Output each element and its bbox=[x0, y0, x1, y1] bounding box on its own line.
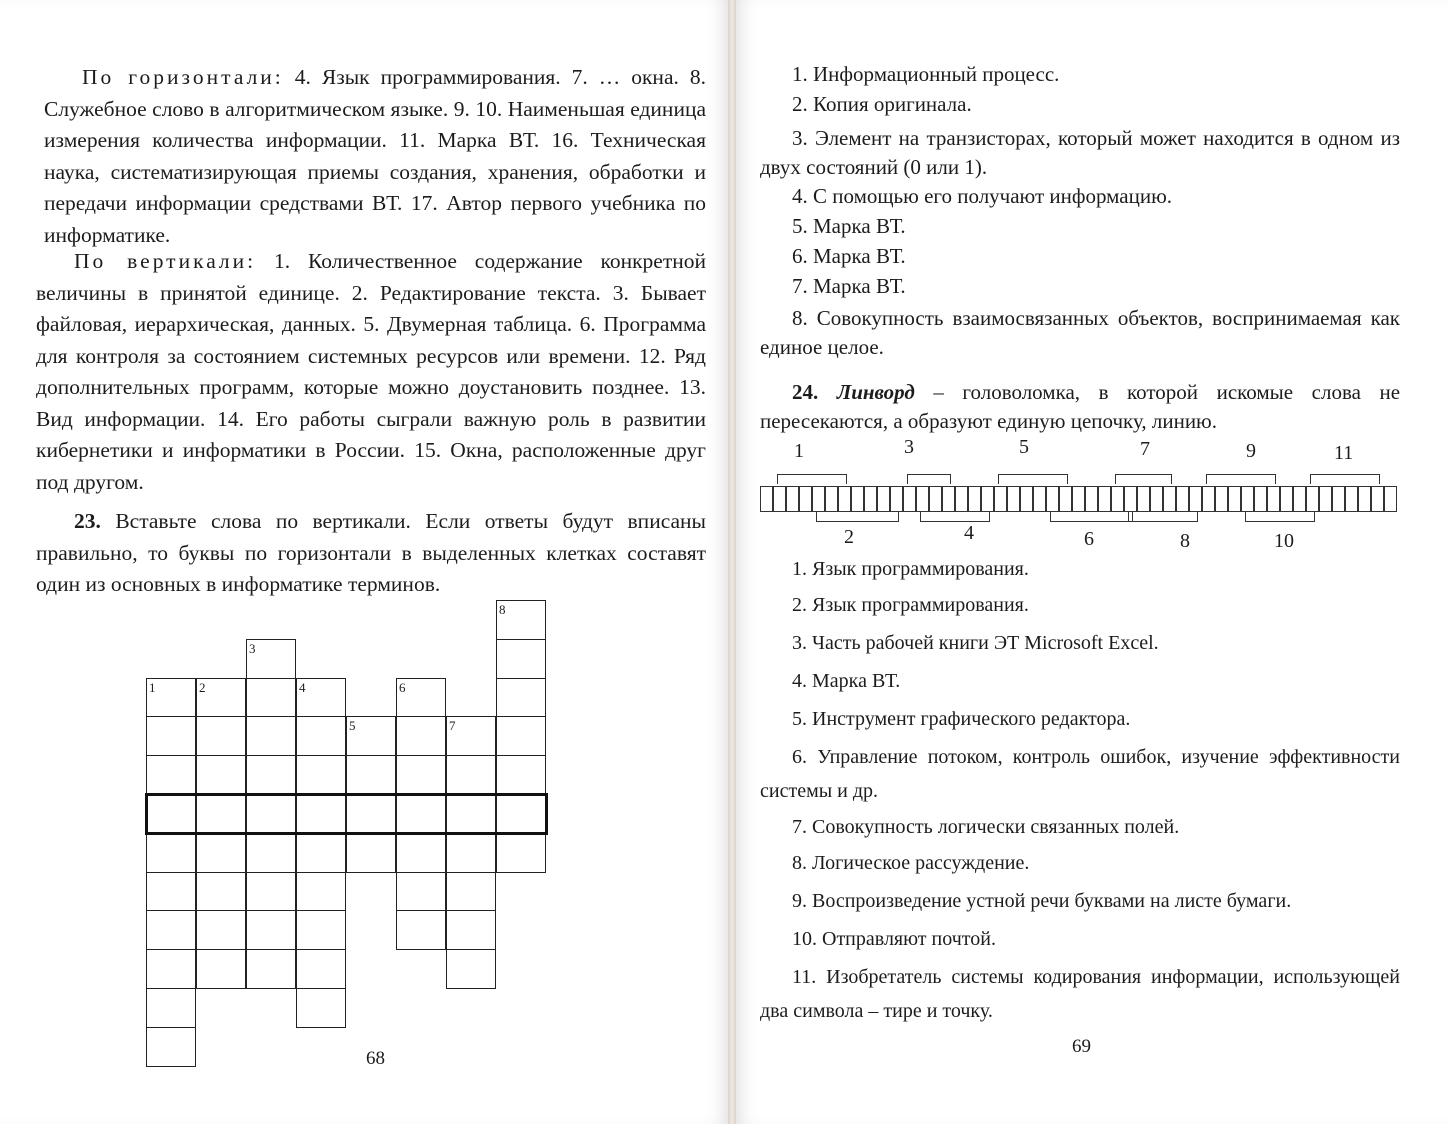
linword-cell[interactable] bbox=[1137, 486, 1150, 512]
linword-cell[interactable] bbox=[1098, 486, 1111, 512]
linword-cell[interactable] bbox=[981, 486, 994, 512]
crossword-cell[interactable] bbox=[496, 755, 546, 795]
linword-cell[interactable] bbox=[1319, 486, 1332, 512]
linword-cell[interactable] bbox=[1345, 486, 1358, 512]
linword-cell[interactable] bbox=[955, 486, 968, 512]
crossword-cell[interactable] bbox=[146, 910, 196, 950]
horizontal-clues-text: 4. Язык программирования. 7. … окна. 8. Служебное слово в алгоритмическом языке. 9. 10. Наименьшая единица измерения количества информации. 11. Марка ВТ. 16. Техническая наука, систематизирующая приемы создания, хранения, обработки и передачи информации средствами ВТ. 17. Автор первого учебника по информатике. bbox=[44, 65, 706, 247]
linword-cell[interactable] bbox=[1358, 486, 1371, 512]
vertical-clues-text: 1. Количественное содержание конкретной величины в принятой единице. 2. Редактирование текста. 3. Бывает файловая, иерархическая, данных. 5. Двумерная таблица. 6. Программа для контроля за состоянием системных ресурсов или времени. 12. Ряд дополнительных программ, которые можно доустановить позднее. 13. Вид информации. 14. Его работы сыграли важную роль в развитии кибернетики и информатики в России. 15. Окна, расположенные друг под другом. bbox=[36, 249, 706, 494]
crossword-clue-number: 2 bbox=[199, 679, 206, 695]
crossword-cell[interactable] bbox=[146, 833, 196, 873]
task-23-text: Вставьте слова по вертикали. Если ответы будут вписаны правильно, то буквы по горизонтали в выделенных клетках составят один из основных в информатике терминов. bbox=[36, 509, 706, 596]
horizontal-heading: По горизонтали: bbox=[82, 65, 284, 89]
linword-cell[interactable] bbox=[994, 486, 1007, 512]
linword-cell[interactable] bbox=[773, 486, 786, 512]
linword-word-number: 7 bbox=[1140, 438, 1150, 460]
linword-cell[interactable] bbox=[877, 486, 890, 512]
task-24 bbox=[760, 378, 1400, 436]
linword-cell[interactable] bbox=[916, 486, 929, 512]
crossword-clue-number: 6 bbox=[399, 679, 406, 695]
crossword-cell[interactable] bbox=[296, 755, 346, 795]
linword-cell[interactable] bbox=[1150, 486, 1163, 512]
question-item: 8. Логическое рассуждение. bbox=[792, 852, 1030, 874]
list-item: 2. Копия оригинала. bbox=[792, 92, 972, 116]
linword-cell[interactable] bbox=[1371, 486, 1384, 512]
linword-word-number: 6 bbox=[1084, 528, 1094, 550]
question-item: 2. Язык программирования. bbox=[792, 594, 1029, 616]
linword-cell[interactable] bbox=[1202, 486, 1215, 512]
crossword-cell[interactable] bbox=[346, 833, 396, 873]
crossword-cell[interactable] bbox=[246, 872, 296, 912]
question-item: 9. Воспроизведение устной речи буквами на листе бумаги. bbox=[792, 890, 1292, 912]
question-item: 4. Марка ВТ. bbox=[792, 670, 901, 692]
crossword-cell[interactable] bbox=[146, 872, 196, 912]
crossword-cell[interactable] bbox=[146, 716, 196, 756]
crossword-cell[interactable] bbox=[446, 872, 496, 912]
question-item: 5. Инструмент графического редактора. bbox=[792, 708, 1131, 730]
crossword-clue-number: 4 bbox=[299, 679, 306, 695]
crossword-clue-number: 1 bbox=[149, 679, 156, 695]
horizontal-clues bbox=[44, 62, 706, 251]
vertical-clues bbox=[36, 246, 706, 498]
linword-word-bracket bbox=[1310, 474, 1380, 484]
linword-word-bracket bbox=[920, 512, 990, 522]
linword-cell[interactable] bbox=[812, 486, 825, 512]
crossword-cell[interactable] bbox=[296, 833, 346, 873]
linword-cell[interactable] bbox=[1215, 486, 1228, 512]
linword-word-number: 10 bbox=[1274, 530, 1294, 552]
linword-word-number: 8 bbox=[1180, 530, 1190, 552]
page-number-right: 69 bbox=[1072, 1036, 1091, 1057]
crossword-cell[interactable] bbox=[296, 716, 346, 756]
crossword-cell[interactable] bbox=[146, 949, 196, 989]
crossword-cell[interactable] bbox=[396, 716, 446, 756]
crossword-cell[interactable] bbox=[246, 949, 296, 989]
crossword-cell[interactable] bbox=[246, 755, 296, 795]
question-item: 10. Отправляют почтой. bbox=[792, 928, 996, 950]
book-gutter bbox=[728, 0, 736, 1124]
crossword-clue-number: 8 bbox=[499, 602, 506, 617]
crossword-cell[interactable] bbox=[296, 872, 346, 912]
crossword-cell[interactable] bbox=[146, 988, 196, 1028]
linword-word-bracket bbox=[1245, 512, 1315, 522]
crossword-clue-number: 5 bbox=[349, 718, 356, 734]
crossword-cell[interactable] bbox=[496, 716, 546, 756]
crossword-cell[interactable] bbox=[396, 755, 446, 795]
right-page bbox=[736, 0, 1448, 1124]
linword-cell[interactable] bbox=[1059, 486, 1072, 512]
linword-cell[interactable] bbox=[1241, 486, 1254, 512]
crossword-cell[interactable] bbox=[446, 910, 496, 950]
crossword-cell[interactable] bbox=[196, 716, 246, 756]
linword-cell[interactable] bbox=[1293, 486, 1306, 512]
linword-cell[interactable] bbox=[929, 486, 942, 512]
crossword-cell[interactable] bbox=[146, 1027, 196, 1067]
list-item: 3. Элемент на транзисторах, который может находится в одном из двух состояний (0 или 1). bbox=[760, 126, 1400, 179]
crossword-cell[interactable] bbox=[396, 910, 446, 950]
question-item: 3. Часть рабочей книги ЭТ Microsoft Excel. bbox=[792, 632, 1159, 654]
list-item: 5. Марка ВТ. bbox=[792, 214, 906, 238]
crossword-cell[interactable] bbox=[246, 716, 296, 756]
crossword-cell[interactable] bbox=[246, 678, 296, 718]
linword-word-bracket bbox=[998, 474, 1068, 484]
linword-cell[interactable] bbox=[825, 486, 838, 512]
linword-cell[interactable] bbox=[786, 486, 799, 512]
crossword-cell[interactable] bbox=[246, 910, 296, 950]
question-item: 7. Совокупность логически связанных полей. bbox=[792, 816, 1180, 838]
linword-cell[interactable] bbox=[1189, 486, 1202, 512]
linword-cell[interactable] bbox=[1384, 486, 1397, 512]
crossword-cell[interactable] bbox=[396, 833, 446, 873]
linword-cell[interactable] bbox=[851, 486, 864, 512]
linword-word-number: 2 bbox=[844, 526, 854, 548]
crossword-cell[interactable] bbox=[496, 678, 546, 718]
linword-cell[interactable] bbox=[1176, 486, 1189, 512]
crossword-cell[interactable] bbox=[196, 755, 246, 795]
linword-cell[interactable] bbox=[1007, 486, 1020, 512]
linword-word-number: 11 bbox=[1334, 442, 1354, 464]
linword-cell[interactable] bbox=[1033, 486, 1046, 512]
linword-word-number: 4 bbox=[964, 522, 974, 544]
crossword-cell[interactable] bbox=[196, 833, 246, 873]
linword-cell[interactable] bbox=[1046, 486, 1059, 512]
crossword-cell[interactable] bbox=[246, 833, 296, 873]
list-item: 8. Совокупность взаимосвязанных объектов, воспринимаемая как единое целое. bbox=[760, 306, 1400, 359]
linword-cell[interactable] bbox=[1124, 486, 1137, 512]
linword-cell[interactable] bbox=[942, 486, 955, 512]
linword-word-bracket bbox=[816, 512, 899, 522]
linword-cell[interactable] bbox=[1280, 486, 1293, 512]
linword-cell[interactable] bbox=[890, 486, 903, 512]
crossword-clue-number: 7 bbox=[449, 718, 456, 734]
crossword-cell[interactable] bbox=[296, 949, 346, 989]
list-item: 6. Марка ВТ. bbox=[792, 244, 906, 268]
linword-word-number: 1 bbox=[794, 440, 804, 462]
linword-cell[interactable] bbox=[1163, 486, 1176, 512]
linword-word-number: 5 bbox=[1019, 436, 1029, 458]
list-item: 7. Марка ВТ. bbox=[792, 274, 906, 298]
task-23 bbox=[36, 506, 706, 601]
linword-word-bracket bbox=[1115, 474, 1172, 484]
linword-word-bracket bbox=[907, 474, 951, 484]
linword-cell[interactable] bbox=[1020, 486, 1033, 512]
crossword-cell[interactable] bbox=[396, 872, 446, 912]
crossword-cell[interactable] bbox=[496, 639, 546, 679]
highlighted-answer-row bbox=[145, 793, 548, 835]
crossword-cell[interactable] bbox=[196, 872, 246, 912]
linword-cell[interactable] bbox=[1254, 486, 1267, 512]
list-item: 1. Информационный процесс. bbox=[792, 62, 1060, 86]
crossword-cell[interactable] bbox=[296, 910, 346, 950]
linword-cell[interactable] bbox=[1306, 486, 1319, 512]
task-23-number: 23. bbox=[74, 509, 101, 533]
crossword-cell[interactable] bbox=[196, 910, 246, 950]
vertical-heading: По вертикали: bbox=[74, 249, 257, 273]
linword-word-number: 3 bbox=[904, 436, 914, 458]
crossword-cell[interactable] bbox=[196, 949, 246, 989]
task-24-title: Линворд bbox=[836, 380, 915, 404]
task-24-number: 24. bbox=[792, 380, 819, 404]
linword-cell[interactable] bbox=[1332, 486, 1345, 512]
linword-cell[interactable] bbox=[1085, 486, 1098, 512]
linword-cell[interactable] bbox=[903, 486, 916, 512]
crossword-cell[interactable] bbox=[346, 755, 396, 795]
linword-cell[interactable] bbox=[838, 486, 851, 512]
linword-cell[interactable] bbox=[968, 486, 981, 512]
linword-word-bracket bbox=[1128, 512, 1198, 522]
linword-cell[interactable] bbox=[1228, 486, 1241, 512]
crossword-cell[interactable] bbox=[496, 833, 546, 873]
crossword-cell[interactable] bbox=[446, 755, 496, 795]
linword-word-bracket bbox=[777, 474, 847, 484]
task-24-text: – головоломка, в которой искомые слова не пересекаются, а образуют единую цепочку, линию. bbox=[760, 380, 1401, 433]
question-item: 11. Изобретатель системы кодирования информации, использующей два символа – тире и точку. bbox=[760, 966, 1400, 1022]
linword-cell[interactable] bbox=[864, 486, 877, 512]
linword-word-number: 9 bbox=[1246, 440, 1256, 462]
linword-cell[interactable] bbox=[1267, 486, 1280, 512]
question-item: 6. Управление потоком, контроль ошибок, изучение эффективности системы и др. bbox=[760, 746, 1400, 802]
page-number-left: 68 bbox=[366, 1048, 385, 1069]
crossword-cell[interactable] bbox=[296, 988, 346, 1028]
linword-word-bracket bbox=[1050, 512, 1133, 522]
linword-word-bracket bbox=[1206, 474, 1276, 484]
crossword-cell[interactable] bbox=[446, 833, 496, 873]
linword-cell[interactable] bbox=[760, 486, 773, 512]
linword-cell[interactable] bbox=[799, 486, 812, 512]
crossword-cell[interactable] bbox=[146, 755, 196, 795]
linword-cell[interactable] bbox=[1072, 486, 1085, 512]
linword-cell[interactable] bbox=[1111, 486, 1124, 512]
crossword-clue-number: 3 bbox=[249, 640, 256, 656]
list-item: 4. С помощью его получают информацию. bbox=[792, 184, 1173, 208]
crossword-cell[interactable] bbox=[446, 949, 496, 989]
question-item: 1. Язык программирования. bbox=[792, 558, 1029, 580]
